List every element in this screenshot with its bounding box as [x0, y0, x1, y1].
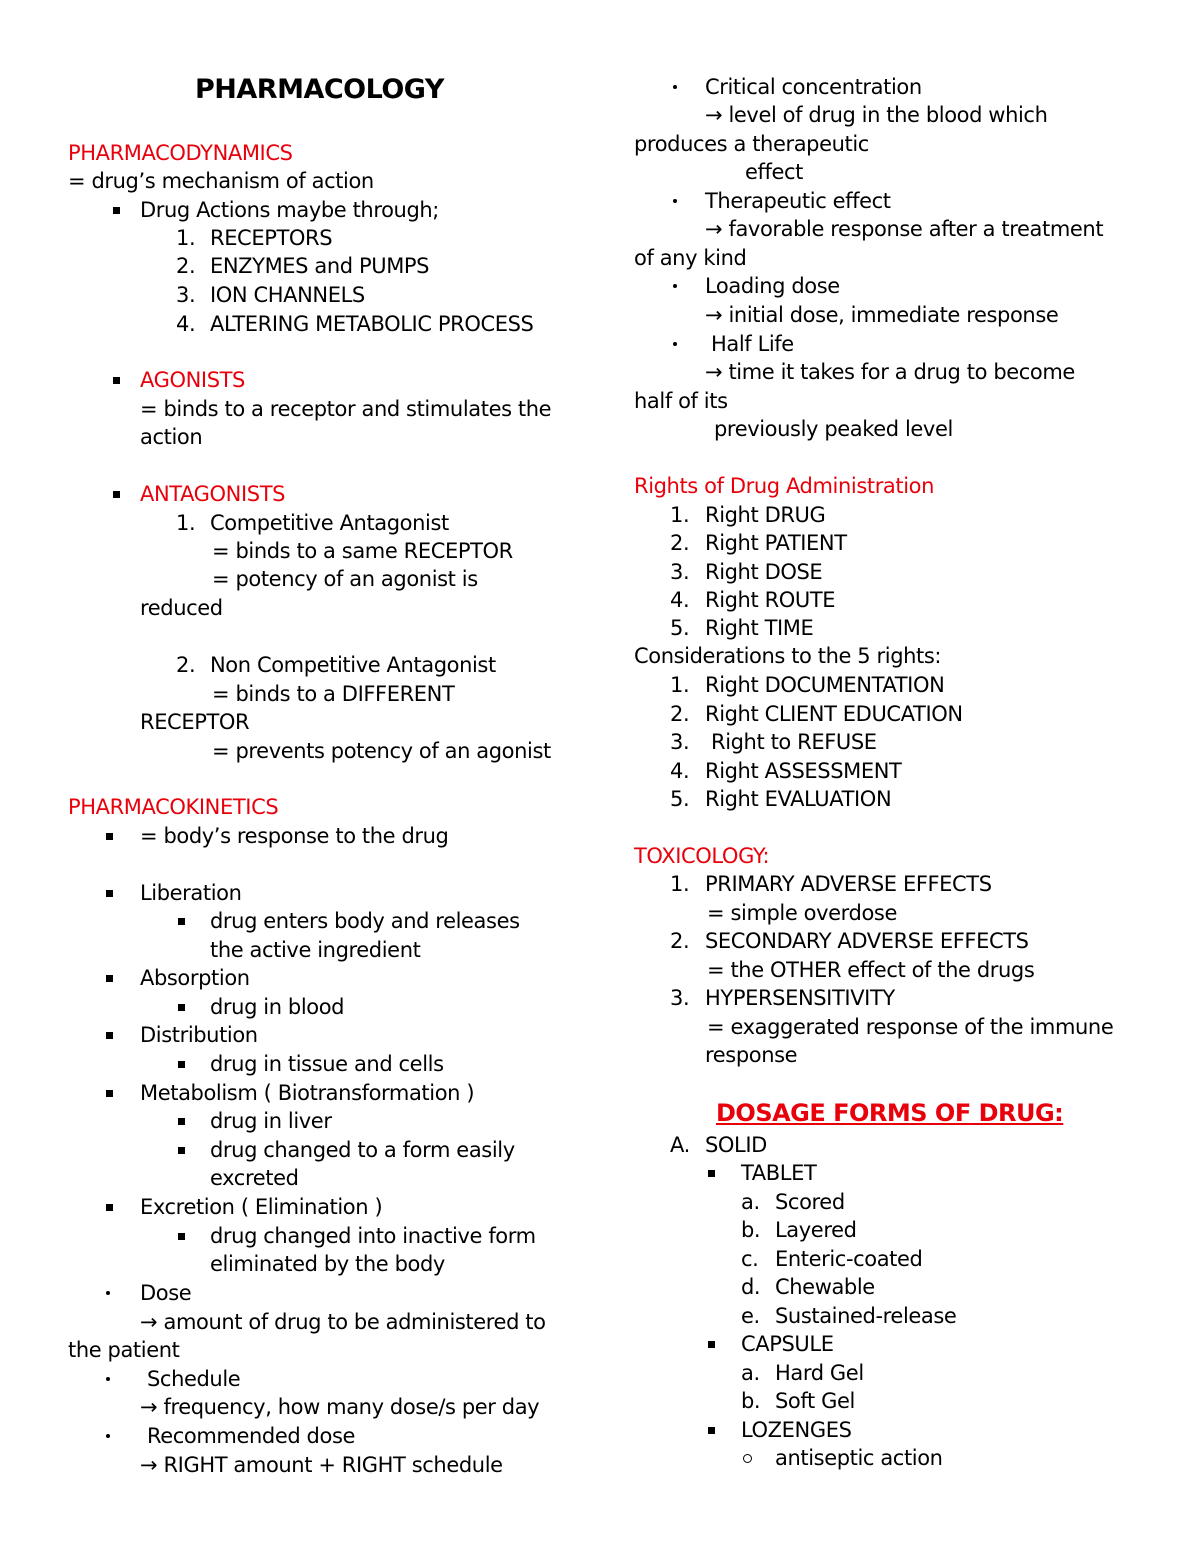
left-line-right-amount-right-schedule: → RIGHT amount + RIGHT schedule: [140, 1453, 503, 1477]
left-line-drug-enters-body-and-releases: drug enters body and releases: [210, 909, 520, 933]
left-line-1: 1.: [176, 511, 196, 535]
right-line-therapeutic-effect: Therapeutic effect: [705, 189, 891, 213]
dot-bullet-icon: [673, 284, 677, 288]
left-line-distribution: Distribution: [140, 1023, 258, 1047]
left-line-ion-channels: ION CHANNELS: [210, 283, 365, 307]
left-line-body-s-response-to-the-drug: = body’s response to the drug: [140, 824, 449, 848]
left-line-agonists: AGONISTS: [140, 368, 245, 392]
square-bullet-icon: [178, 918, 185, 925]
right-line-lozenges: LOZENGES: [741, 1418, 852, 1442]
right-line-right-time: Right TIME: [705, 616, 814, 640]
left-line-competitive-antagonist: Competitive Antagonist: [210, 511, 449, 535]
square-bullet-icon: [178, 1061, 185, 1068]
left-line-absorption: Absorption: [140, 966, 250, 990]
right-line-secondary-adverse-effects: SECONDARY ADVERSE EFFECTS: [705, 929, 1029, 953]
right-line-exaggerated-response-of-the-immune: = exaggerated response of the immune: [707, 1015, 1114, 1039]
left-line-3: 3.: [176, 283, 196, 307]
left-line-drug-changed-to-a-form-easily: drug changed to a form easily: [210, 1138, 515, 1162]
left-line-drug-in-liver: drug in liver: [210, 1109, 332, 1133]
right-line-produces-a-therapeutic: produces a therapeutic: [634, 132, 869, 156]
left-line-excreted: excreted: [210, 1166, 299, 1190]
right-line-3: 3.: [670, 730, 690, 754]
right-line-capsule: CAPSULE: [741, 1332, 834, 1356]
square-bullet-icon: [113, 377, 120, 384]
right-line-enteric-coated: Enteric-coated: [775, 1247, 923, 1271]
left-line-drug-changed-into-inactive-form: drug changed into inactive form: [210, 1224, 536, 1248]
left-line-pharmacodynamics: PHARMACODYNAMICS: [68, 141, 293, 165]
left-line-non-competitive-antagonist: Non Competitive Antagonist: [210, 653, 496, 677]
left-line-antagonists: ANTAGONISTS: [140, 482, 286, 506]
right-line-simple-overdose: = simple overdose: [707, 901, 897, 925]
square-bullet-icon: [708, 1427, 715, 1434]
left-line-receptors: RECEPTORS: [210, 226, 333, 250]
right-line-rights-of-drug-administration: Rights of Drug Administration: [634, 474, 935, 498]
right-line-favorable-response-after-a-treatment: → favorable response after a treatment: [705, 217, 1104, 241]
right-line-effect: effect: [745, 160, 804, 184]
left-line-pharmacokinetics: PHARMACOKINETICS: [68, 795, 279, 819]
square-bullet-icon: [106, 833, 113, 840]
right-line-hypersensitivity: HYPERSENSITIVITY: [705, 986, 895, 1010]
right-line-right-dose: Right DOSE: [705, 560, 823, 584]
right-line-loading-dose: Loading dose: [705, 274, 840, 298]
left-line-liberation: Liberation: [140, 881, 242, 905]
left-line-the-active-ingredient: the active ingredient: [210, 938, 421, 962]
circle-bullet-icon: [743, 1454, 752, 1463]
right-line-right-drug: Right DRUG: [705, 503, 826, 527]
right-line-the-other-effect-of-the-drugs: = the OTHER effect of the drugs: [707, 958, 1035, 982]
left-line-action: action: [140, 425, 203, 449]
right-line-2: 2.: [670, 929, 690, 953]
left-line-altering-metabolic-process: ALTERING METABOLIC PROCESS: [210, 312, 534, 336]
right-line-critical-concentration: Critical concentration: [705, 75, 922, 99]
right-line-antiseptic-action: antiseptic action: [775, 1446, 943, 1470]
right-line-time-it-takes-for-a-drug-to-become: → time it takes for a drug to become: [705, 360, 1075, 384]
square-bullet-icon: [178, 1233, 185, 1240]
square-bullet-icon: [106, 975, 113, 982]
right-line-previously-peaked-level: previously peaked level: [714, 417, 953, 441]
right-line-2: 2.: [670, 702, 690, 726]
right-line-1: 1.: [670, 872, 690, 896]
right-line-sustained-release: Sustained-release: [775, 1304, 957, 1328]
square-bullet-icon: [113, 491, 120, 498]
dot-bullet-icon: [106, 1434, 110, 1438]
right-line-c: c.: [741, 1247, 759, 1271]
left-line-drug-s-mechanism-of-action: = drug’s mechanism of action: [68, 169, 374, 193]
left-line-binds-to-a-same-receptor: = binds to a same RECEPTOR: [212, 539, 513, 563]
right-line-4: 4.: [670, 588, 690, 612]
left-line-1: 1.: [176, 226, 196, 250]
dot-bullet-icon: [673, 199, 677, 203]
dot-bullet-icon: [673, 342, 677, 346]
right-line-chewable: Chewable: [775, 1275, 875, 1299]
left-line-drug-actions-maybe-through: Drug Actions maybe through;: [140, 198, 439, 222]
right-line-a: a.: [741, 1361, 760, 1385]
square-bullet-icon: [708, 1170, 715, 1177]
right-line-a: A.: [670, 1133, 690, 1157]
right-line-e: e.: [741, 1304, 760, 1328]
square-bullet-icon: [106, 1032, 113, 1039]
right-line-right-assessment: Right ASSESSMENT: [705, 759, 902, 783]
right-line-4: 4.: [670, 759, 690, 783]
right-line-d: d.: [741, 1275, 761, 1299]
left-line-eliminated-by-the-body: eliminated by the body: [210, 1252, 445, 1276]
right-line-half-life: Half Life: [711, 332, 794, 356]
square-bullet-icon: [708, 1341, 715, 1348]
right-line-1: 1.: [670, 673, 690, 697]
right-line-right-route: Right ROUTE: [705, 588, 836, 612]
right-line-5: 5.: [670, 787, 690, 811]
right-line-b: b.: [741, 1389, 761, 1413]
square-bullet-icon: [178, 1118, 185, 1125]
left-line-4: 4.: [176, 312, 196, 336]
right-line-5: 5.: [670, 616, 690, 640]
right-line-right-to-refuse: Right to REFUSE: [711, 730, 877, 754]
right-line-initial-dose-immediate-response: → initial dose, immediate response: [705, 303, 1059, 327]
right-line-of-any-kind: of any kind: [634, 246, 747, 270]
right-line-right-evaluation: Right EVALUATION: [705, 787, 892, 811]
left-line-drug-in-blood: drug in blood: [210, 995, 345, 1019]
left-line-amount-of-drug-to-be-administered-to: → amount of drug to be administered to: [140, 1310, 546, 1334]
right-line-solid: SOLID: [705, 1133, 767, 1157]
left-line-prevents-potency-of-an-agonist: = prevents potency of an agonist: [212, 739, 551, 763]
left-line-metabolism-biotransformation: Metabolism ( Biotransformation ): [140, 1081, 475, 1105]
square-bullet-icon: [106, 890, 113, 897]
right-line-b: b.: [741, 1218, 761, 1242]
right-line-dosage-forms-of-drug: DOSAGE FORMS OF DRUG:: [716, 1099, 1064, 1127]
right-line-response: response: [705, 1043, 798, 1067]
left-line-frequency-how-many-dose-s-per-day: → frequency, how many dose/s per day: [140, 1395, 540, 1419]
right-line-right-documentation: Right DOCUMENTATION: [705, 673, 945, 697]
left-line-pharmacology: PHARMACOLOGY: [195, 74, 444, 105]
left-line-2: 2.: [176, 254, 196, 278]
left-line-recommended-dose: Recommended dose: [147, 1424, 355, 1448]
square-bullet-icon: [106, 1090, 113, 1097]
right-line-right-client-education: Right CLIENT EDUCATION: [705, 702, 963, 726]
right-line-3: 3.: [670, 986, 690, 1010]
right-line-1: 1.: [670, 503, 690, 527]
right-line-half-of-its: half of its: [634, 389, 728, 413]
right-line-layered: Layered: [775, 1218, 857, 1242]
square-bullet-icon: [178, 1147, 185, 1154]
left-line-binds-to-a-receptor-and-stimulates-the: = binds to a receptor and stimulates the: [140, 397, 552, 421]
left-line-reduced: reduced: [140, 596, 223, 620]
left-line-potency-of-an-agonist-is: = potency of an agonist is: [212, 567, 478, 591]
right-line-level-of-drug-in-the-blood-which: → level of drug in the blood which: [705, 103, 1048, 127]
right-line-3: 3.: [670, 560, 690, 584]
left-line-enzymes-and-pumps: ENZYMES and PUMPS: [210, 254, 430, 278]
right-line-right-patient: Right PATIENT: [705, 531, 847, 555]
left-line-dose: Dose: [140, 1281, 192, 1305]
right-line-scored: Scored: [775, 1190, 845, 1214]
square-bullet-icon: [178, 1004, 185, 1011]
left-line-receptor: RECEPTOR: [140, 710, 250, 734]
square-bullet-icon: [113, 207, 120, 214]
dot-bullet-icon: [106, 1377, 110, 1381]
right-line-tablet: TABLET: [741, 1161, 817, 1185]
left-line-binds-to-a-different: = binds to a DIFFERENT: [212, 682, 455, 706]
square-bullet-icon: [106, 1204, 113, 1211]
right-line-primary-adverse-effects: PRIMARY ADVERSE EFFECTS: [705, 872, 992, 896]
left-line-schedule: Schedule: [147, 1367, 241, 1391]
right-line-toxicology: TOXICOLOGY:: [634, 844, 770, 868]
right-line-considerations-to-the-5-rights: Considerations to the 5 rights:: [634, 644, 942, 668]
dot-bullet-icon: [106, 1291, 110, 1295]
right-line-hard-gel: Hard Gel: [775, 1361, 864, 1385]
left-line-drug-in-tissue-and-cells: drug in tissue and cells: [210, 1052, 444, 1076]
right-line-soft-gel: Soft Gel: [775, 1389, 855, 1413]
left-line-2: 2.: [176, 653, 196, 677]
right-line-a: a.: [741, 1190, 760, 1214]
right-line-2: 2.: [670, 531, 690, 555]
left-line-excretion-elimination: Excretion ( Elimination ): [140, 1195, 383, 1219]
left-line-the-patient: the patient: [68, 1338, 180, 1362]
dot-bullet-icon: [673, 85, 677, 89]
